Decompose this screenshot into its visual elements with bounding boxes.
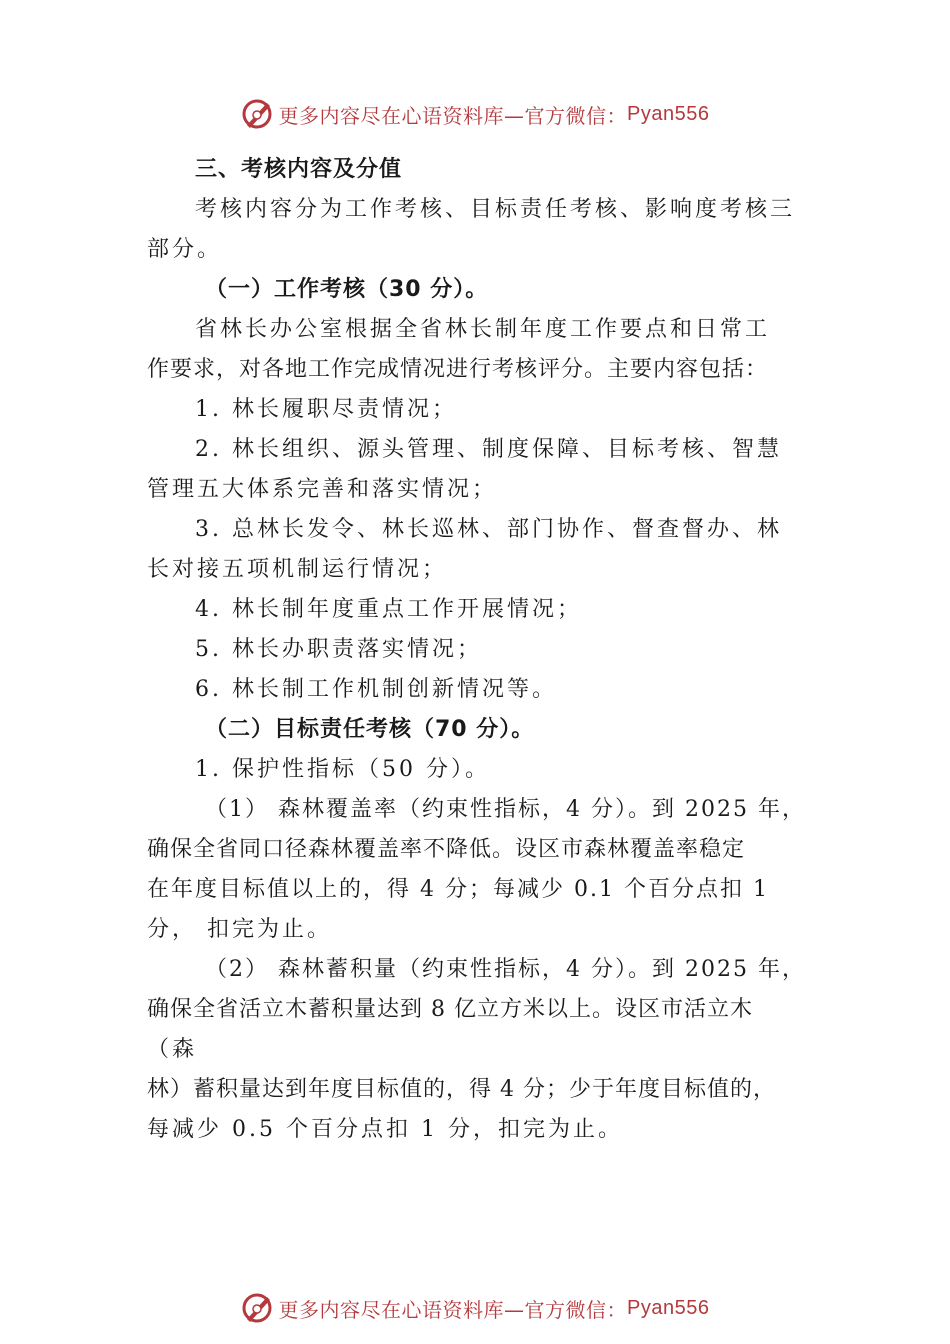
paragraph-line: （1） 森林覆盖率（约束性指标，4 分）。到 2025 年， bbox=[205, 797, 806, 822]
list-item: 6. 林长制工作机制创新情况等。 bbox=[195, 677, 557, 702]
paragraph-line: 省林长办公室根据全省林长制年度工作要点和日常工 bbox=[195, 317, 771, 342]
watermark-text: 更多内容尽在心语资料库—官方微信： bbox=[278, 1297, 628, 1322]
pen-logo-icon bbox=[241, 1291, 275, 1325]
paragraph-line: 每减少 0.5 个百分点扣 1 分，扣完为止。 bbox=[147, 1117, 623, 1142]
paragraph-line: 在年度目标值以上的，得 4 分；每减少 0.1 个百分点扣 1 bbox=[147, 877, 769, 902]
list-item: 3. 总林长发令、林长巡林、部门协作、督查督办、林 bbox=[195, 517, 782, 542]
paragraph-line: （森 bbox=[147, 1037, 198, 1062]
pen-logo-icon bbox=[241, 97, 275, 131]
watermark-text: 更多内容尽在心语资料库—官方微信： bbox=[278, 103, 628, 128]
subsection-heading: （一）工作考核（30 分）。 bbox=[205, 277, 489, 302]
watermark-wechat-id: Pyan556 bbox=[627, 102, 710, 125]
paragraph-line: 确保全省同口径森林覆盖率不降低。设区市森林覆盖率稳定 bbox=[147, 837, 746, 862]
subsection-heading: （二）目标责任考核（70 分）。 bbox=[205, 717, 535, 742]
watermark-footer bbox=[0, 1290, 950, 1326]
list-item: 1. 林长履职尽责情况； bbox=[195, 397, 457, 422]
watermark-wechat-id: Pyan556 bbox=[627, 1296, 710, 1319]
paragraph-line: 作要求，对各地工作完成情况进行考核评分。主要内容包括： bbox=[147, 357, 769, 382]
watermark-header bbox=[0, 96, 950, 132]
paragraph-line: 分， 扣完为止。 bbox=[147, 917, 332, 942]
paragraph-line: （2） 森林蓄积量（约束性指标，4 分）。到 2025 年， bbox=[205, 957, 806, 982]
list-item: 4. 林长制年度重点工作开展情况； bbox=[195, 597, 582, 622]
list-item: 2. 林长组织、源头管理、制度保障、目标考核、智慧 bbox=[195, 437, 782, 462]
paragraph-line: 考核内容分为工作考核、目标责任考核、影响度考核三 bbox=[195, 197, 796, 222]
list-item-continuation: 管理五大体系完善和落实情况； bbox=[147, 477, 498, 502]
document-body bbox=[147, 150, 810, 1150]
paragraph-line: 确保全省活立木蓄积量达到 8 亿立方米以上。设区市活立木 bbox=[147, 997, 753, 1022]
section-heading: 三、考核内容及分值 bbox=[195, 157, 403, 182]
list-item-continuation: 长对接五项机制运行情况； bbox=[147, 557, 448, 582]
list-item: 5. 林长办职责落实情况； bbox=[195, 637, 482, 662]
paragraph-line: 林）蓄积量达到年度目标值的，得 4 分；少于年度目标值的， bbox=[147, 1077, 776, 1102]
list-item: 1. 保护性指标（50 分）。 bbox=[195, 757, 490, 782]
paragraph-line: 部分。 bbox=[147, 237, 223, 262]
